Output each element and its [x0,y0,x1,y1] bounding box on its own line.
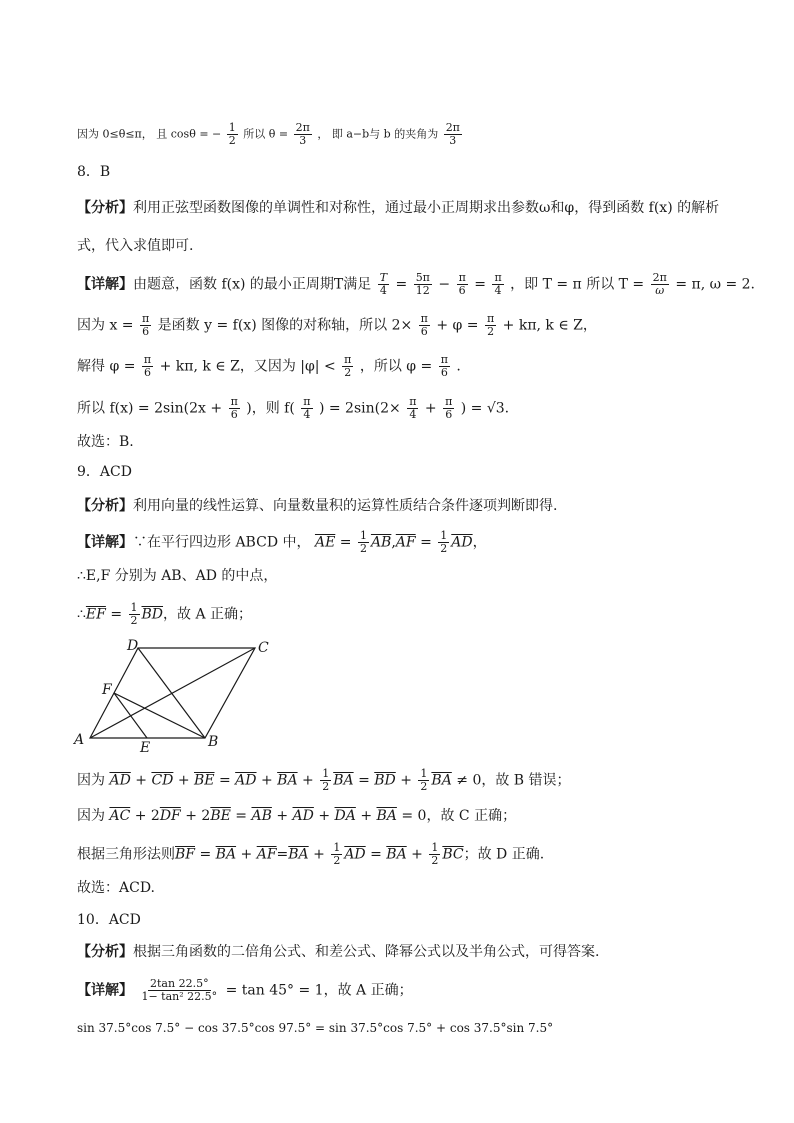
point-label-C: C [258,640,269,656]
q8-detail-line4: 所以 f(x) = 2sin(2x + $\frac{\pi}{6}$ )，则 f( $\frac{\pi}{4}$ ) = 2sin(2× $\frac{\pi}{4}$ + $\frac{\pi}{6}$ ) = √3. [77,395,510,421]
q9-answer: 故选：ACD. [77,880,155,896]
parallelogram-figure [70,636,280,756]
point-label-B: B [208,734,219,750]
q8-detail-line3: 解得 φ = $\frac{\pi}{6}$ + kπ, k ∈ Z，又因为 |φ| < $\frac{\pi}{2}$ ，所以 φ = $\frac{\pi}{6}$ . [77,353,461,379]
q8-analysis-line2: 式，代入求值即可. [77,238,194,254]
q9-detail-line1: 【详解】∵在平行四边形 ABCD 中， $\overline{AE}$ = $\frac{1}{2}$ $\overline{AB},\overline{AF}$ = $\frac{1}{2}$ $\overline{AD}$， [77,529,487,555]
q8-analysis-line1: 【分析】利用正弦型函数图像的单调性和对称性，通过最小正周期求出参数ω和φ，得到函数 f(x) 的解析 [77,200,720,216]
question-10-number: 10．ACD [77,912,141,928]
q9-analysis: 【分析】利用向量的线性运算、向量数量积的运算性质结合条件逐项判断即得. [77,498,558,514]
point-label-E: E [140,740,151,756]
point-label-A: A [74,732,85,748]
question-8-number: 8．B [77,164,111,180]
diagonal-DB [138,648,205,738]
line-angle-conclusion: 因为 0≤θ≤π， 且 cosθ = − $\frac{1}{2}$ 所以 θ = $\frac{2\pi}{3}$ ， 即 a−b与 b 的夹角为 $\frac{2\pi}{3}$ [77,121,460,147]
q9-detail-line5: 因为 $\overline{AC} + 2\overline{DF} + 2\overline{BE} = \overline{AB} + \overline{AD} + \overline{DA} + \overline{BA} = 0$，故 C 正确； [77,808,517,824]
q10-detail-line2: sin 37.5°cos 7.5° − cos 37.5°cos 97.5° = sin 37.5°cos 7.5° + cos 37.5°sin 7.5° [77,1021,554,1035]
q8-detail-line2: 因为 x = $\frac{\pi}{6}$ 是函数 y = f(x) 图像的对称轴，所以 2× $\frac{\pi}{6}$ + φ = $\frac{\pi}{2}$ + kπ, k ∈ Z， [77,312,597,338]
q10-detail-line1: 【详解】 $\frac{2\tan 22.5^\circ}{\text{1− tan² 22.5°}}$ = tan 45° = 1，故 A 正确； [77,977,413,1003]
q9-detail-line2: ∴E,F 分别为 AB、AD 的中点， [77,568,278,584]
point-label-D: D [127,638,139,654]
segment-FE [114,693,147,738]
fraction: $\frac{1}{2}$ [228,121,236,147]
q10-analysis: 【分析】根据三角函数的二倍角公式、和差公式、降幂公式以及半角公式，可得答案. [77,944,600,960]
fraction: $\frac{2\pi}{3}$ [445,121,460,147]
q8-detail-line1: 【详解】由题意，函数 f(x) 的最小正周期T满足 $\frac{T}{4}$ = $\frac{5\pi}{12}$ − $\frac{\pi}{6}$ = $\frac{\pi}{4}$ ，即 T = π 所以 T = $\frac{2\pi}{\omega}$ = π, ω = 2. [77,271,755,297]
q9-detail-line3: $\therefore\overline{EF}$ = $\frac{1}{2}$ $\overline{BD}$，故 A 正确； [77,601,253,627]
point-label-F: F [102,682,112,698]
fraction: $\frac{2\pi}{3}$ [295,121,310,147]
q9-detail-line4: 因为 $\overline{AD} + \overline{CD} + \overline{BE} = \overline{AD} + \overline{BA}$ + $\frac{1}{2}$ $\overline{BA} = \overline{BD}$ + $\frac{1}{2}$ $\overline{BA} \ne 0$，故 B 错误； [77,767,571,793]
question-9-number: 9．ACD [77,464,132,480]
q9-detail-line6: 根据三角形法则$\overline{BF} = \overline{BA} + \overline{AF}=\overline{BA}$ + $\frac{1}{2}$ $\overline{AD} = \overline{BA}$ + $\frac{1}{2}$ $\overline{BC}$；故 D 正确. [77,841,545,867]
q8-answer: 故选：B. [77,434,134,450]
